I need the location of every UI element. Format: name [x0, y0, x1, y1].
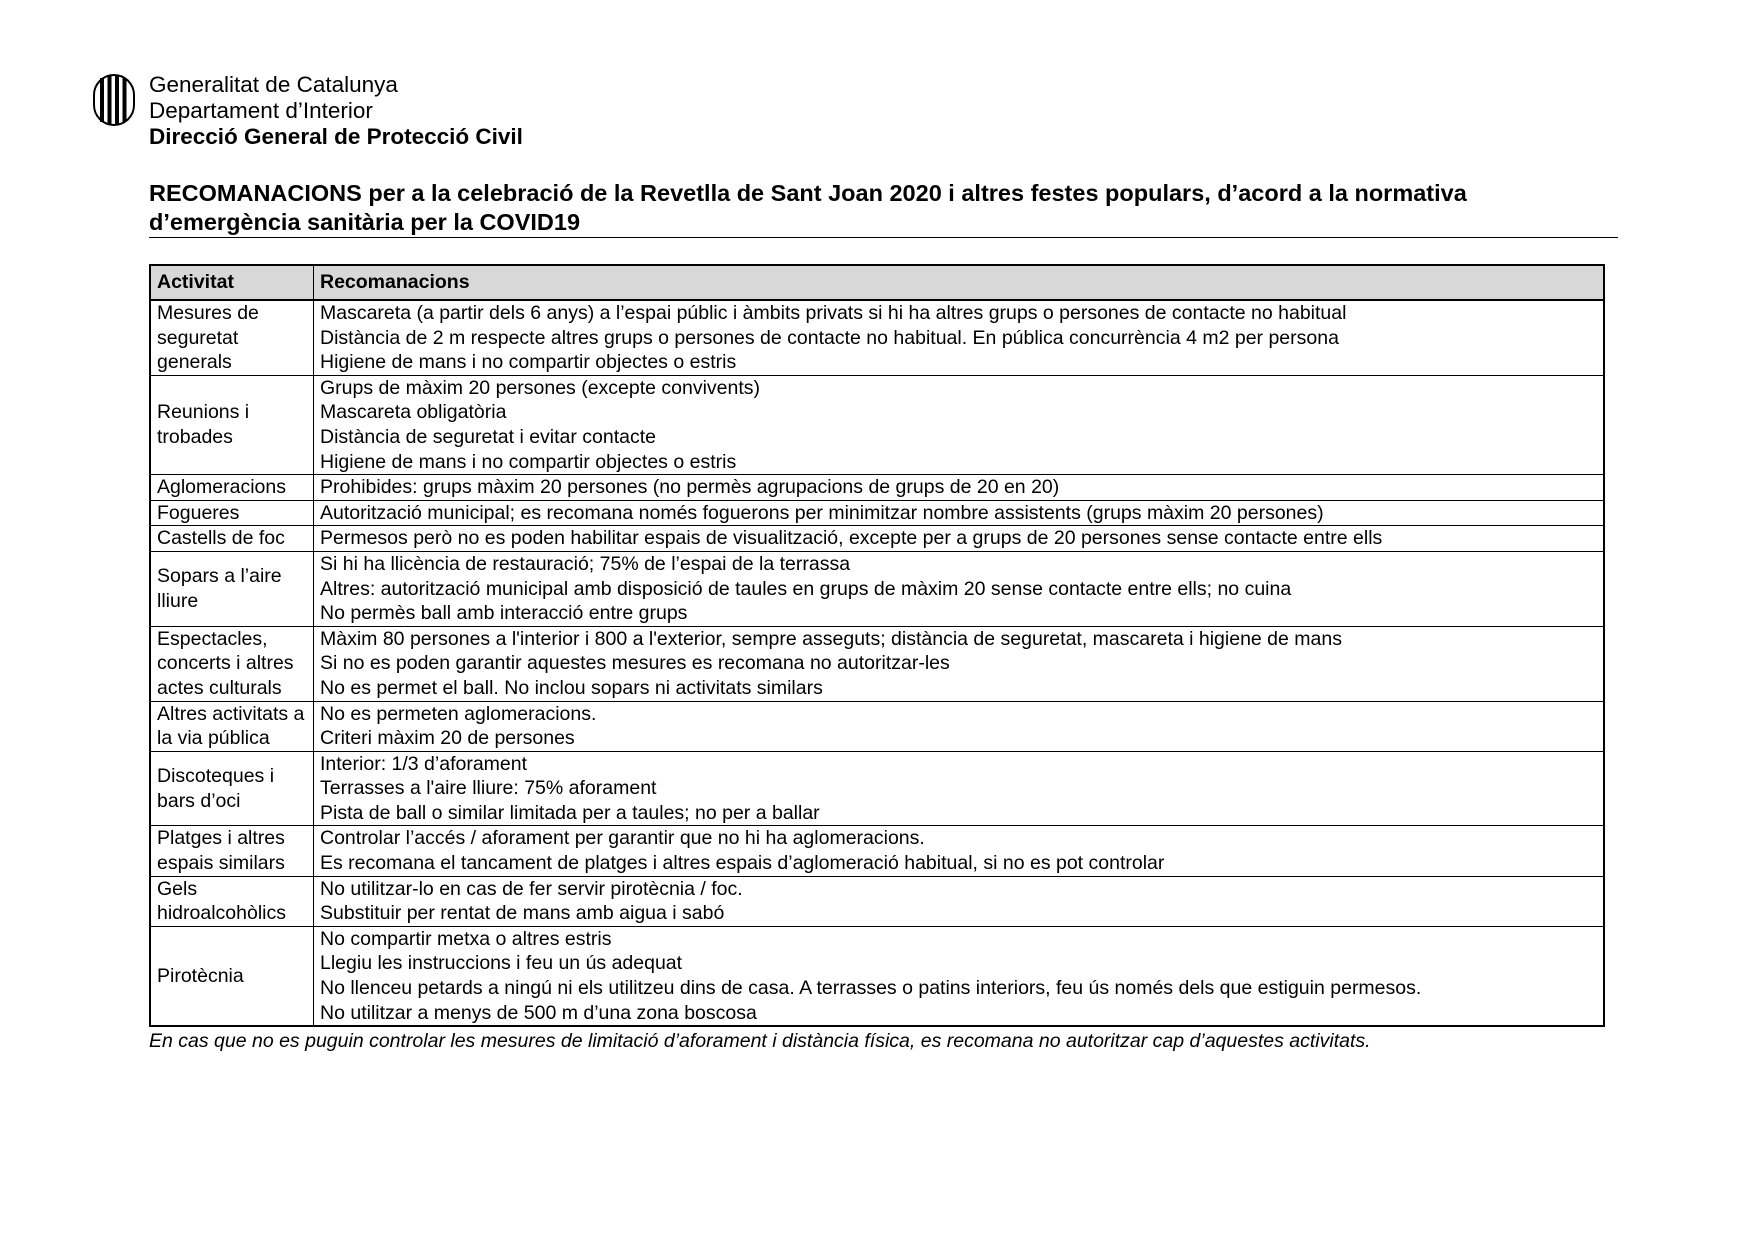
directorate-name: Direcció General de Protecció Civil	[149, 124, 523, 149]
activity-label: Castells de foc	[157, 527, 285, 550]
organization-block	[149, 72, 749, 150]
department-name: Departament d’Interior	[149, 98, 373, 123]
activity-cell	[150, 375, 314, 474]
recommendation-line: Si no es poden garantir aquestes mesures es recomana no autoritzar-les	[320, 652, 950, 675]
recommendations-table	[149, 264, 1605, 1027]
recommendation-line: No es permeten aglomeracions.	[320, 702, 597, 725]
table-row	[150, 751, 1604, 826]
activity-label: Fogueres	[157, 501, 240, 524]
activity-label: Espectacles, concerts i altres actes culturals	[157, 627, 294, 699]
activity-cell	[150, 751, 314, 826]
recommendations-cell	[314, 475, 1605, 501]
recommendation-line: No es permet el ball. No inclou sopars ni activitats similars	[320, 676, 823, 699]
recommendation-line: Permesos però no es poden habilitar espais de visualització, excepte per a grups de 20 persones sense contacte entre ells	[320, 527, 1383, 550]
activity-cell	[150, 701, 314, 751]
table-body	[150, 300, 1604, 1026]
column-header-recommendations: Recomanacions	[314, 265, 1605, 300]
table-row	[150, 375, 1604, 474]
activity-cell	[150, 626, 314, 701]
recommendations-cell	[314, 876, 1605, 926]
activity-label: Mesures de seguretat generals	[157, 302, 259, 374]
recommendation-line: Criteri màxim 20 de persones	[320, 727, 575, 750]
document-title: RECOMANACIONS per a la celebració de la Revetlla de Sant Joan 2020 i altres festes populars, d’acord a la normativa d’emergència sanitària per la COVID19	[149, 180, 1467, 235]
recommendation-line: No permès ball amb interacció entre grups	[320, 602, 688, 625]
activity-label: Aglomeracions	[157, 476, 286, 499]
recommendation-line: No llenceu petards a ningú ni els utilitzeu dins de casa. A terrasses o patins interiors, feu ús només dels que estiguin permesos.	[320, 977, 1422, 1000]
recommendations-cell	[314, 826, 1605, 876]
recommendations-cell	[314, 701, 1605, 751]
recommendations-cell	[314, 526, 1605, 552]
activity-label: Platges i altres espais similars	[157, 827, 285, 875]
table-row	[150, 876, 1604, 926]
recommendation-line: No utilitzar a menys de 500 m d’una zona boscosa	[320, 1001, 757, 1024]
recommendation-line: Mascareta (a partir dels 6 anys) a l’espai públic i àmbits privats si hi ha altres grups o persones de contacte no habitual	[320, 302, 1347, 324]
recommendation-line: Substituir per rentat de mans amb aigua i sabó	[320, 902, 725, 925]
recommendation-line: Higiene de mans i no compartir objectes o estris	[320, 351, 737, 374]
recommendation-line: Es recomana el tancament de platges i altres espais d’aglomeració habitual, si no es pot controlar	[320, 852, 1165, 875]
recommendations-cell	[314, 300, 1605, 375]
table-row	[150, 626, 1604, 701]
recommendations-cell	[314, 626, 1605, 701]
activity-cell	[150, 926, 314, 1026]
recommendation-line: Altres: autorització municipal amb disposició de taules en grups de màxim 20 sense contacte entre ells; no cuina	[320, 577, 1292, 600]
activity-cell	[150, 475, 314, 501]
recommendation-line: Interior: 1/3 d’aforament	[320, 752, 528, 775]
title-divider	[149, 237, 1618, 238]
activity-label: Pirotècnia	[157, 964, 244, 987]
recommendations-cell	[314, 375, 1605, 474]
recommendation-line: Distància de seguretat i evitar contacte	[320, 425, 657, 448]
recommendation-line: Controlar l’accés / aforament per garantir que no hi ha aglomeracions.	[320, 827, 925, 850]
recommendation-line: Pista de ball o similar limitada per a taules; no per a ballar	[320, 801, 820, 824]
activity-label: Reunions i trobades	[157, 401, 250, 448]
recommendation-line: Llegiu les instruccions i feu un ús adequat	[320, 952, 683, 975]
activity-label: Sopars a l’aire lliure	[157, 565, 282, 612]
recommendation-line: Grups de màxim 20 persones (excepte convivents)	[320, 376, 761, 399]
recommendation-line: Higiene de mans i no compartir objectes o estris	[320, 450, 737, 473]
activity-cell	[150, 876, 314, 926]
activity-cell	[150, 526, 314, 552]
activity-label: Altres activitats a la via pública	[157, 702, 305, 750]
activity-cell	[150, 826, 314, 876]
activity-label: Discoteques i bars d’oci	[157, 764, 275, 812]
footnote: En cas que no es puguin controlar les mesures de limitació d’aforament i distància física, es recomana no autoritzar cap d’aquestes activitats.	[149, 1030, 1371, 1052]
recommendation-line: Distància de 2 m respecte altres grups o persones de contacte no habitual. En pública concurrència 4 m2 per persona	[320, 326, 1339, 349]
recommendation-line: Prohibides: grups màxim 20 persones (no permès agrupacions de grups de 20 en 20)	[320, 476, 1060, 499]
activity-cell	[150, 551, 314, 626]
table-row	[150, 701, 1604, 751]
recommendation-line: No compartir metxa o altres estris	[320, 927, 612, 950]
table-row	[150, 926, 1604, 1026]
table-row	[150, 526, 1604, 552]
recommendation-line: Mascareta obligatòria	[320, 401, 507, 424]
generalitat-four-bars-emblem-icon	[93, 74, 135, 126]
table-row	[150, 500, 1604, 526]
recommendation-line: Autorització municipal; es recomana només foguerons per minimitzar nombre assistents (grups màxim 20 persones)	[320, 501, 1324, 524]
activity-cell	[150, 500, 314, 526]
table-header-row	[150, 265, 1604, 300]
recommendation-line: Terrasses a l'aire lliure: 75% aforament	[320, 777, 657, 800]
recommendation-line: Si hi ha llicència de restauració; 75% de l’espai de la terrassa	[320, 552, 851, 575]
recommendation-line: No utilitzar-lo en cas de fer servir pirotècnia / foc.	[320, 877, 743, 900]
recommendations-cell	[314, 551, 1605, 626]
recommendations-cell	[314, 926, 1605, 1026]
recommendation-line: Màxim 80 persones a l'interior i 800 a l'exterior, sempre asseguts; distància de seguretat, mascareta i higiene de mans	[320, 627, 1342, 650]
recommendations-cell	[314, 500, 1605, 526]
table-row	[150, 826, 1604, 876]
activity-label: Gels hidroalcohòlics	[157, 877, 286, 925]
activity-cell	[150, 300, 314, 375]
column-header-activity: Activitat	[150, 265, 314, 300]
table-row	[150, 551, 1604, 626]
recommendations-cell	[314, 751, 1605, 826]
org-name: Generalitat de Catalunya	[149, 72, 398, 97]
table-row	[150, 475, 1604, 501]
table-row	[150, 300, 1604, 375]
